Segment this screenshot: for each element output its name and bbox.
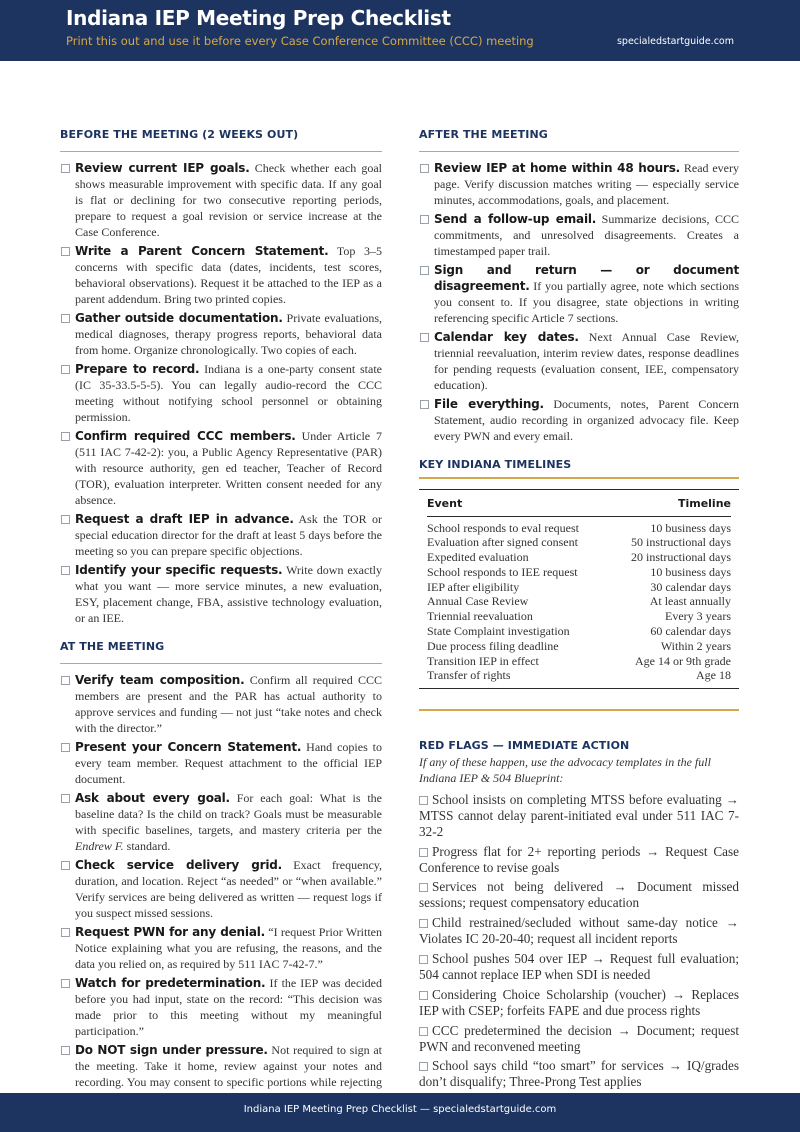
timeline-event: School responds to eval request bbox=[427, 520, 579, 535]
checklist-item bbox=[60, 428, 382, 508]
red-flag-text: School says child “too smart” for services → IQ/grades don’t disqualify; Three-Prong Test applies bbox=[419, 1058, 739, 1090]
checklist-item bbox=[60, 562, 382, 626]
checkbox[interactable] bbox=[420, 164, 429, 173]
item-text: Write down exactly what you want — more service minutes, a new evaluation, ESY, placement change, FBA, assistive technology evaluation, or an IEE. bbox=[75, 563, 382, 625]
page-subtitle: Print this out and use it before every Case Conference Committee (CCC) meeting bbox=[66, 34, 534, 48]
timeline-value: 60 calendar days bbox=[650, 624, 731, 639]
checkbox[interactable] bbox=[61, 314, 70, 323]
item-text: If the IEP was decided before you had input, state on the record: “This decision was made prior to this meeting without my meaningful participation.” bbox=[75, 976, 382, 1038]
checklist-item bbox=[419, 262, 739, 326]
checkbox[interactable] bbox=[419, 883, 428, 892]
checkbox[interactable] bbox=[61, 566, 70, 575]
item-lead: Review current IEP goals. bbox=[75, 161, 250, 175]
item-text: Indiana is a one-party consent state (IC 35-33.5-5-5). You can legally audio-record the CCC meeting without notifying school personnel or obtaining permission. bbox=[75, 362, 382, 424]
red-flag-item bbox=[419, 1058, 739, 1090]
timeline-event: Triennial reevaluation bbox=[427, 609, 533, 624]
right-column bbox=[419, 128, 739, 1094]
checkbox[interactable] bbox=[61, 743, 70, 752]
timeline-value: 10 business days bbox=[650, 520, 731, 535]
timeline-event: Annual Case Review bbox=[427, 594, 529, 609]
section-heading-red-flags: RED FLAGS — IMMEDIATE ACTION bbox=[419, 738, 630, 752]
checkbox[interactable] bbox=[61, 515, 70, 524]
checkbox[interactable] bbox=[420, 266, 429, 275]
checkbox[interactable] bbox=[61, 928, 70, 937]
checkbox[interactable] bbox=[420, 215, 429, 224]
red-flag-item bbox=[419, 1023, 739, 1055]
checkbox[interactable] bbox=[61, 794, 70, 803]
after-checklist bbox=[419, 160, 739, 444]
timeline-value: 10 business days bbox=[650, 564, 731, 579]
checklist-item bbox=[60, 924, 382, 972]
footer-banner bbox=[0, 1093, 800, 1132]
timeline-row bbox=[427, 580, 731, 595]
item-lead: Calendar key dates. bbox=[434, 330, 579, 344]
timelines-col-timeline: Timeline bbox=[677, 496, 731, 510]
timelines-header-row bbox=[427, 495, 731, 517]
item-lead: Ask about every goal. bbox=[75, 791, 230, 805]
item-lead: Present your Concern Statement. bbox=[75, 740, 302, 754]
timeline-event: Due process filing deadline bbox=[427, 638, 559, 653]
checkbox[interactable] bbox=[61, 861, 70, 870]
timeline-event: Evaluation after signed consent bbox=[427, 535, 578, 550]
checkbox[interactable] bbox=[419, 1062, 428, 1071]
page-title: Indiana IEP Meeting Prep Checklist bbox=[66, 6, 451, 30]
section-heading-before: BEFORE THE MEETING (2 WEEKS OUT) bbox=[60, 128, 382, 152]
item-lead: Request PWN for any denial. bbox=[75, 925, 265, 939]
checklist-item bbox=[419, 211, 739, 259]
item-lead: File everything. bbox=[434, 397, 544, 411]
red-flag-item bbox=[419, 844, 739, 876]
item-tail: standard. bbox=[123, 839, 171, 853]
timeline-event: Transfer of rights bbox=[427, 668, 511, 683]
checkbox[interactable] bbox=[419, 955, 428, 964]
red-flag-text: Services not being delivered → Document missed sessions; request compensatory education bbox=[419, 879, 739, 911]
item-text: For each goal: What is the baseline data? Is the child on track? Goals must be measurable with specific baselines, targets, and mastery criteria per the bbox=[75, 791, 383, 837]
timeline-row bbox=[427, 550, 731, 565]
checkbox[interactable] bbox=[61, 164, 70, 173]
checkbox[interactable] bbox=[61, 676, 70, 685]
item-lead: Send a follow-up email. bbox=[434, 212, 597, 226]
timelines-col-event: Event bbox=[427, 496, 463, 510]
checkbox[interactable] bbox=[419, 991, 428, 1000]
timelines-table bbox=[419, 489, 739, 690]
item-emphasis: Endrew F. bbox=[75, 839, 124, 853]
checklist-item bbox=[60, 511, 382, 559]
item-lead: Identify your specific requests. bbox=[75, 563, 283, 577]
checkbox[interactable] bbox=[419, 1027, 428, 1036]
checklist-item bbox=[60, 310, 382, 358]
site-link[interactable]: specialedstartguide.com bbox=[616, 36, 734, 47]
timeline-value: 50 instructional days bbox=[631, 535, 731, 550]
section-heading-timelines: KEY INDIANA TIMELINES bbox=[419, 458, 572, 471]
timeline-row bbox=[427, 624, 731, 639]
checklist-item bbox=[60, 975, 382, 1039]
timelines-body bbox=[427, 521, 731, 684]
red-flag-text: Progress flat for 2+ reporting periods → Request Case Conference to revise goals bbox=[419, 843, 739, 875]
item-text: Documents, notes, Parent Concern Statement, audio recording in organized advocacy file. Keep every PWN and every email. bbox=[434, 397, 740, 443]
item-text: Ask the TOR or special education director for the draft at least 5 days before the meeting so you can prepare specific objections. bbox=[75, 512, 382, 558]
item-text: Top 3–5 concerns with specific data (dates, incidents, test scores, behavioral observations). Request it be attached to the IEP as a parent addendum. Bring two printed copies. bbox=[75, 244, 382, 306]
timeline-event: Expedited evaluation bbox=[427, 550, 529, 565]
checkbox[interactable] bbox=[419, 919, 428, 928]
item-lead: Write a Parent Concern Statement. bbox=[75, 244, 329, 258]
timeline-row bbox=[427, 535, 731, 550]
red-flag-text: Child restrained/secluded without same-day notice → Violates IC 20-20-40; request all incident reports bbox=[419, 915, 739, 947]
timeline-value: 20 instructional days bbox=[631, 550, 731, 565]
item-text: Read every page. Verify discussion matches writing — especially service minutes, accommodations, goals, and placement. bbox=[434, 161, 739, 207]
timeline-event: Transition IEP in effect bbox=[427, 653, 539, 668]
timeline-row bbox=[427, 521, 731, 536]
item-lead: Prepare to record. bbox=[75, 362, 200, 376]
red-flags-intro: If any of these happen, use the advocacy templates in the full Indiana IEP & 504 Blueprint: bbox=[419, 754, 711, 785]
checkbox[interactable] bbox=[61, 979, 70, 988]
item-lead: Review IEP at home within 48 hours. bbox=[434, 161, 681, 175]
checkbox[interactable] bbox=[420, 400, 429, 409]
checklist-item bbox=[419, 396, 739, 444]
item-text: Confirm all required CCC members are present and the PAR has actual authority to approve services and funding — not just “take notes and check with the director.” bbox=[75, 673, 382, 735]
item-text: If you partially agree, note which sections you consent to. If you disagree, state objections in writing referencing specific Article 7 sections. bbox=[434, 279, 739, 325]
left-column bbox=[60, 128, 382, 1109]
before-checklist bbox=[60, 160, 382, 626]
checklist-item bbox=[419, 329, 739, 393]
item-text: Check whether each goal shows measurable improvement with specific data. If any goal is flat or declining for two consecutive reporting periods, prepare to request a goal revision or service increase at the Case Conference. bbox=[75, 161, 382, 239]
item-text: Private evaluations, medical diagnoses, therapy progress reports, behavioral data from home. Organize chronologically. Two copies of each. bbox=[75, 311, 382, 357]
at-checklist bbox=[60, 672, 382, 1106]
footer-text: Indiana IEP Meeting Prep Checklist — specialedstartguide.com bbox=[243, 1104, 557, 1115]
timeline-row bbox=[427, 594, 731, 609]
checklist-item bbox=[60, 243, 382, 307]
timeline-event: State Complaint investigation bbox=[427, 624, 570, 639]
red-flags-list bbox=[419, 792, 739, 1091]
item-text: Exact frequency, duration, and location. Reject “as needed” or “when available.” Verify services are being delivered as written — request logs if you suspect missed sessions. bbox=[75, 858, 383, 920]
timeline-event: IEP after eligibility bbox=[427, 579, 520, 594]
item-lead: Do NOT sign under pressure. bbox=[75, 1043, 268, 1057]
timeline-row bbox=[427, 565, 731, 580]
checklist-item bbox=[60, 739, 382, 787]
item-text: Summarize decisions, CCC commitments, and unresolved disagreements. Creates a timestamped paper trail. bbox=[434, 212, 739, 258]
red-flag-text: CCC predetermined the decision → Document; request PWN and reconvened meeting bbox=[419, 1022, 739, 1054]
checkbox[interactable] bbox=[61, 247, 70, 256]
item-text: Next Annual Case Review, triennial reevaluation, interim review dates, response deadlines for pending requests (evaluation consent, IEE, compensatory education). bbox=[434, 330, 739, 392]
timelines-divider bbox=[419, 477, 739, 479]
checklist-item bbox=[60, 672, 382, 736]
header-banner bbox=[0, 0, 800, 61]
item-lead: Watch for predetermination. bbox=[75, 976, 266, 990]
checkbox[interactable] bbox=[61, 1046, 70, 1055]
red-flag-item bbox=[419, 879, 739, 911]
timeline-value: Every 3 years bbox=[665, 609, 731, 624]
item-text: Under Article 7 (511 IAC 7-42-2): you, a Public Agency Representative (PAR) with resource authority, gen ed teacher, Teacher of Record (TOR), evaluation interpreter. Written consent needed for any absence. bbox=[75, 429, 383, 507]
item-lead: Request a draft IEP in advance. bbox=[75, 512, 294, 526]
red-flag-item bbox=[419, 987, 739, 1019]
item-lead: Gather outside documentation. bbox=[75, 311, 283, 325]
timeline-value: 30 calendar days bbox=[650, 579, 731, 594]
item-lead: Sign and return — or document disagreement. bbox=[434, 263, 739, 293]
section-heading-after: AFTER THE MEETING bbox=[419, 128, 739, 152]
checkbox[interactable] bbox=[419, 796, 428, 805]
checklist-item bbox=[419, 160, 739, 208]
red-flag-text: Considering Choice Scholarship (voucher) → Replaces IEP with CSEP; forfeits FAPE and due process rights bbox=[419, 986, 739, 1018]
timeline-value: Age 18 bbox=[696, 668, 731, 683]
timeline-row bbox=[427, 609, 731, 624]
timeline-row bbox=[427, 668, 731, 683]
checkbox[interactable] bbox=[419, 848, 428, 857]
timeline-row bbox=[427, 639, 731, 654]
item-lead: Confirm required CCC members. bbox=[75, 429, 296, 443]
red-flag-text: School pushes 504 over IEP → Request full evaluation; 504 cannot replace IEP when SDI is needed bbox=[419, 950, 739, 982]
checkbox[interactable] bbox=[420, 333, 429, 342]
red-flag-text: School insists on completing MTSS before evaluating → MTSS cannot delay parent-initiated eval under 511 IAC 7-32-2 bbox=[419, 791, 739, 839]
red-flag-item bbox=[419, 792, 739, 840]
checkbox[interactable] bbox=[61, 365, 70, 374]
red-flags-divider bbox=[419, 709, 739, 711]
item-lead: Verify team composition. bbox=[75, 673, 245, 687]
timeline-value: Within 2 years bbox=[660, 638, 731, 653]
item-lead: Check service delivery grid. bbox=[75, 858, 283, 872]
timeline-value: Age 14 or 9th grade bbox=[635, 653, 731, 668]
checklist-item bbox=[60, 160, 382, 240]
timeline-event: School responds to IEE request bbox=[427, 564, 578, 579]
checklist-item bbox=[60, 790, 382, 854]
item-text: “I request Prior Written Notice explaining what you are refusing, the reasons, and the data you relied on, as required by 511 IAC 7-42-7.” bbox=[75, 925, 383, 971]
red-flag-item bbox=[419, 951, 739, 983]
item-text: Not required to sign at the meeting. Take it home, review against your notes and recording. You may consent to specific portions while rejecting bbox=[75, 1043, 382, 1089]
timeline-row bbox=[427, 654, 731, 669]
checkbox[interactable] bbox=[61, 432, 70, 441]
timeline-value: At least annually bbox=[649, 594, 731, 609]
section-heading-at: AT THE MEETING bbox=[60, 640, 382, 664]
item-text: Hand copies to every team member. Request attachment to the official IEP document. bbox=[75, 740, 383, 786]
checklist-item bbox=[60, 857, 382, 921]
checklist-item bbox=[60, 361, 382, 425]
red-flag-item bbox=[419, 915, 739, 947]
